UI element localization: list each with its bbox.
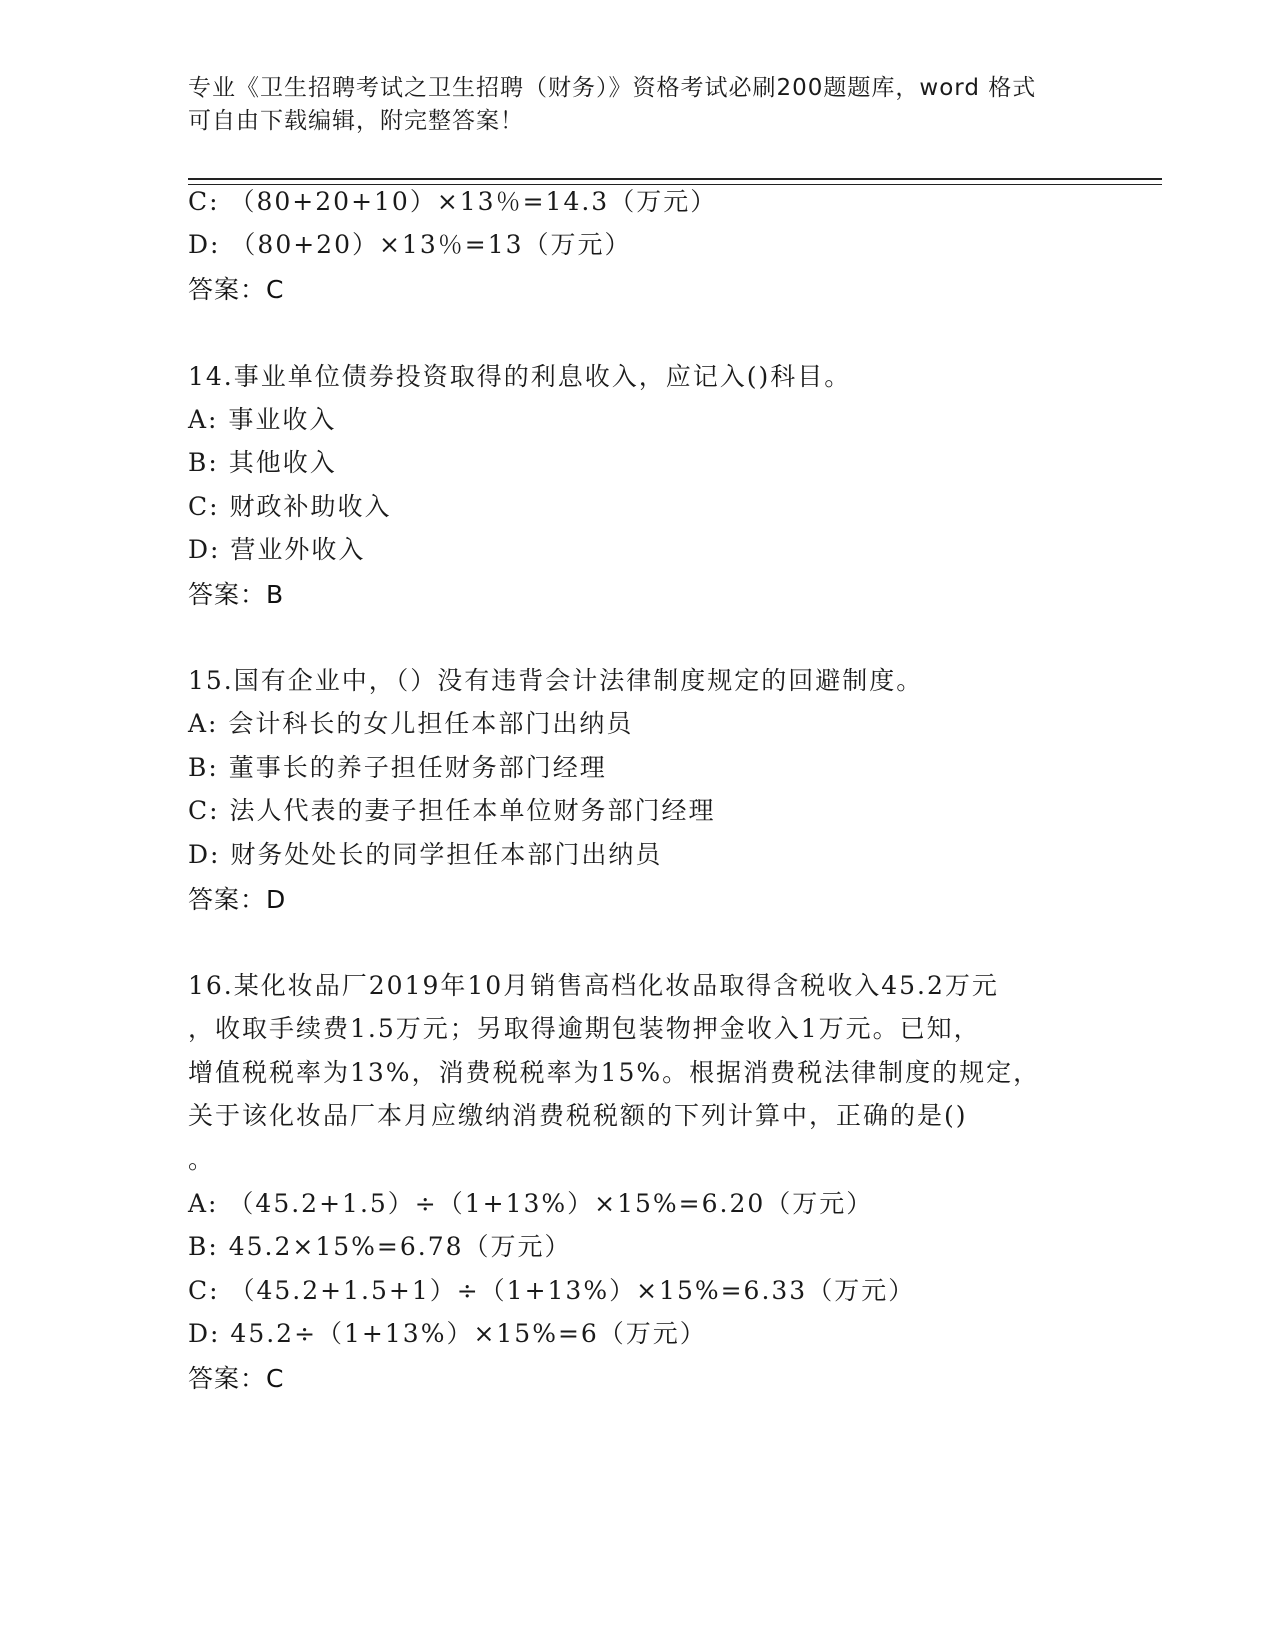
q16-option-d: D: 45.2÷（1+13%）×15%=6（万元） [188,1319,707,1348]
q16-option-b: B: 45.2×15%=6.78（万元） [188,1232,572,1261]
q16-stem-line-4: 关于该化妆品厂本月应缴纳消费税税额的下列计算中，正确的是() [188,1101,968,1130]
q15-option-c: C: 法人代表的妻子担任本单位财务部门经理 [188,796,716,825]
q14-stem: 14.事业单位债券投资取得的利息收入，应记入()科目。 [188,362,852,391]
header-line-1: 专业《卫生招聘考试之卫生招聘（财务）》资格考试必刷200题题库，word 格式 [188,75,1037,101]
q14-answer: 答案：B [188,580,285,609]
q15-option-a: A: 会计科长的女儿担任本部门出纳员 [188,709,634,738]
q16-stem-line-5: 。 [188,1145,216,1174]
header-divider-thin [188,184,1162,185]
q14-option-a: A: 事业收入 [188,405,337,434]
header-line-2: 可自由下载编辑，附完整答案！ [188,108,524,134]
prev-answer: 答案：C [188,275,285,304]
header-divider [188,178,1162,180]
q14-option-d: D: 营业外收入 [188,535,366,564]
q16-option-a: A: （45.2+1.5）÷（1+13%）×15%=6.20（万元） [188,1189,874,1218]
q15-stem: 15.国有企业中，（）没有违背会计法律制度规定的回避制度。 [188,666,924,695]
q16-answer: 答案：C [188,1364,285,1393]
q15-option-b: B: 董事长的养子担任财务部门经理 [188,753,607,782]
q14-option-c: C: 财政补助收入 [188,492,392,521]
q16-stem-line-1: 16.某化妆品厂2019年10月销售高档化妆品取得含税收入45.2万元 [188,971,999,1000]
prev-option-c: C: （80+20+10）×13％=14.3（万元） [188,187,718,216]
prev-option-d: D: （80+20）×13％=13（万元） [188,230,632,259]
q15-option-d: D: 财务处处长的同学担任本部门出纳员 [188,840,663,869]
q16-stem-line-3: 增值税税率为13%，消费税税率为15%。根据消费税法律制度的规定， [188,1058,1041,1087]
q16-stem-line-2: ，收取手续费1.5万元；另取得逾期包装物押金收入1万元。已知， [188,1014,981,1043]
q15-answer: 答案：D [188,885,287,914]
q16-option-c: C: （45.2+1.5+1）÷（1+13%）×15%=6.33（万元） [188,1276,916,1305]
document-header [188,72,1088,138]
q14-option-b: B: 其他收入 [188,448,337,477]
